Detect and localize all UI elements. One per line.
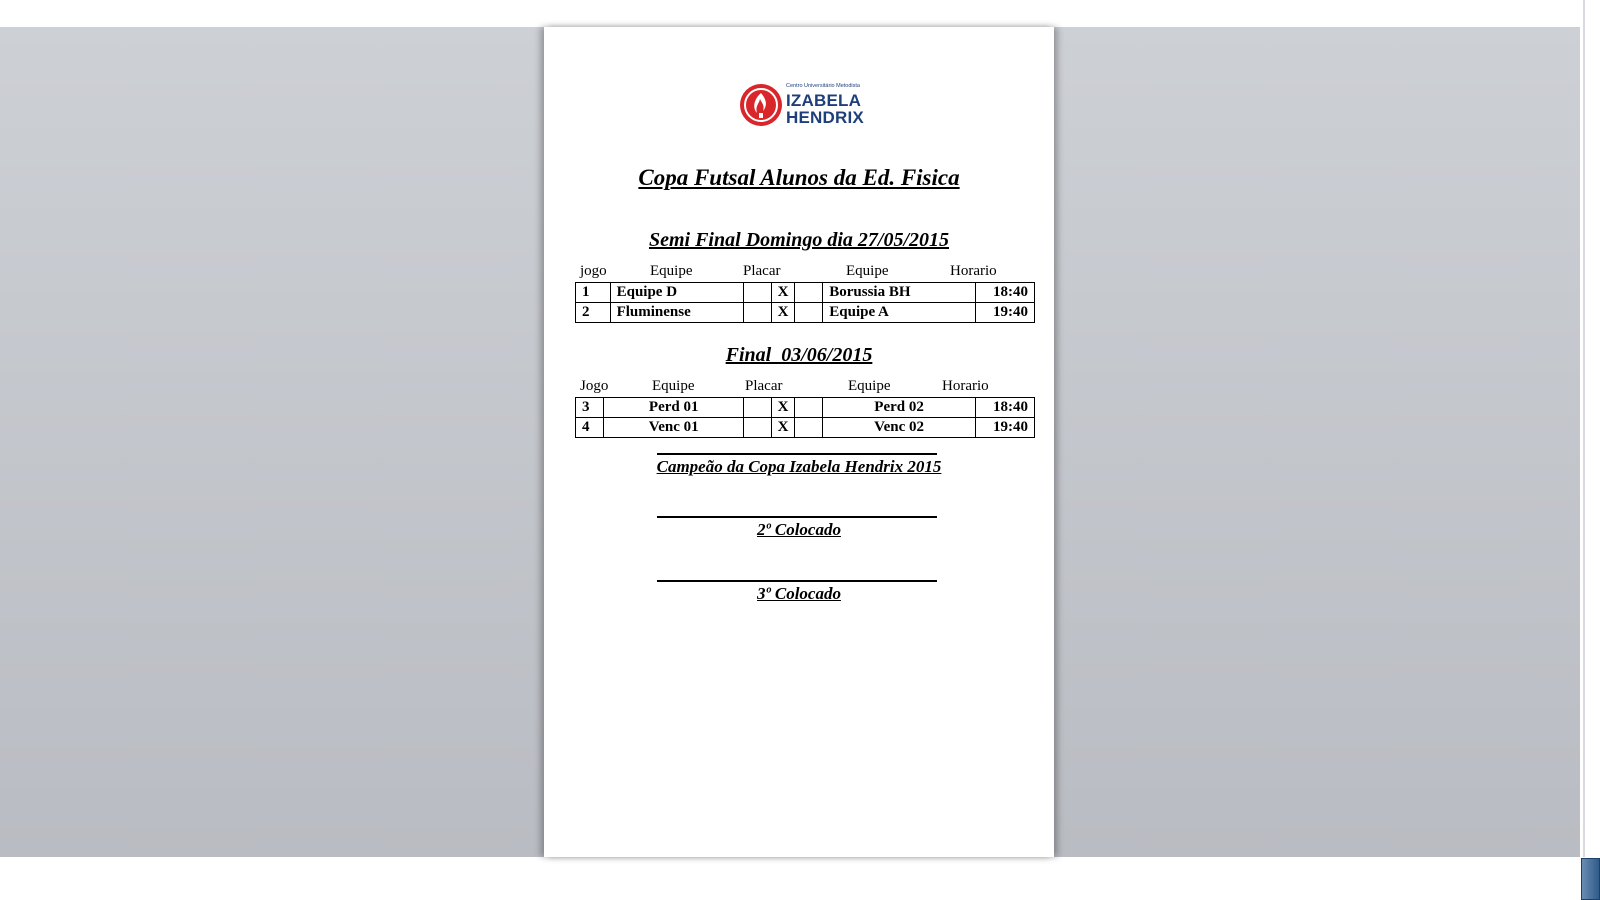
match-time: 18:40 xyxy=(975,283,1034,303)
izabela-hendrix-logo xyxy=(739,82,869,128)
third-place-line xyxy=(657,580,937,582)
label-time: Horario xyxy=(950,263,997,279)
table-row xyxy=(576,398,1035,418)
semi-column-labels xyxy=(544,263,1054,281)
table-row xyxy=(576,418,1035,438)
game-number: 4 xyxy=(576,418,604,438)
final-column-labels xyxy=(544,378,1054,396)
score-cell-1[interactable] xyxy=(743,398,771,418)
match-time: 18:40 xyxy=(975,398,1034,418)
semi-final-heading: Semi Final Domingo dia 27/05/2015 xyxy=(648,229,950,251)
team2-name: Borussia BH xyxy=(823,283,976,303)
champion-signature-line xyxy=(657,453,937,455)
final-heading: Final 03/06/2015 xyxy=(725,344,873,366)
semi-final-table xyxy=(575,282,1035,323)
label-team1: Equipe xyxy=(650,263,693,279)
label-team2: Equipe xyxy=(846,263,889,279)
team1-name: Perd 01 xyxy=(604,398,743,418)
vertical-scrollbar-track[interactable] xyxy=(1583,0,1585,857)
logo-caption: Centro Universitário Metodista xyxy=(786,83,860,90)
logo-line-1: IZABELA xyxy=(786,90,862,110)
team2-name: Perd 02 xyxy=(823,398,976,418)
score-cell-2[interactable] xyxy=(794,283,822,303)
label-game: jogo xyxy=(580,263,607,279)
game-number: 3 xyxy=(576,398,604,418)
score-cell-1[interactable] xyxy=(743,283,771,303)
team1-name: Fluminense xyxy=(610,303,743,323)
champion-label: Campeão da Copa Izabela Hendrix 2015 xyxy=(656,457,942,476)
score-cell-2[interactable] xyxy=(794,418,822,438)
label-team2: Equipe xyxy=(848,378,891,394)
label-time: Horario xyxy=(942,378,989,394)
team1-name: Equipe D xyxy=(610,283,743,303)
match-time: 19:40 xyxy=(975,418,1034,438)
final-table xyxy=(575,397,1035,438)
versus-mark: X xyxy=(772,398,794,418)
table-row xyxy=(576,283,1035,303)
game-number: 1 xyxy=(576,283,611,303)
score-cell-1[interactable] xyxy=(743,303,771,323)
team2-name: Equipe A xyxy=(823,303,976,323)
scrollbar-corner-button[interactable] xyxy=(1581,858,1600,900)
logo-line-2: HENDRIX xyxy=(786,107,864,127)
top-white-strip xyxy=(325,0,1585,27)
score-cell-1[interactable] xyxy=(743,418,771,438)
game-number: 2 xyxy=(576,303,611,323)
score-cell-2[interactable] xyxy=(794,303,822,323)
second-place-line xyxy=(657,516,937,518)
versus-mark: X xyxy=(772,418,794,438)
versus-mark: X xyxy=(772,303,794,323)
versus-mark: X xyxy=(772,283,794,303)
label-team1: Equipe xyxy=(652,378,695,394)
label-score: Placar xyxy=(743,263,781,279)
match-time: 19:40 xyxy=(975,303,1034,323)
team2-name: Venc 02 xyxy=(823,418,976,438)
table-row xyxy=(576,303,1035,323)
document-title: Copa Futsal Alunos da Ed. Fisica xyxy=(638,165,960,190)
score-cell-2[interactable] xyxy=(794,398,822,418)
document-page xyxy=(544,27,1054,857)
second-place-label: 2º Colocado xyxy=(757,520,841,539)
label-score: Placar xyxy=(745,378,783,394)
team1-name: Venc 01 xyxy=(604,418,743,438)
label-game: Jogo xyxy=(580,378,609,394)
third-place-label: 3º Colocado xyxy=(757,584,841,603)
torch-logo-icon xyxy=(739,83,783,127)
